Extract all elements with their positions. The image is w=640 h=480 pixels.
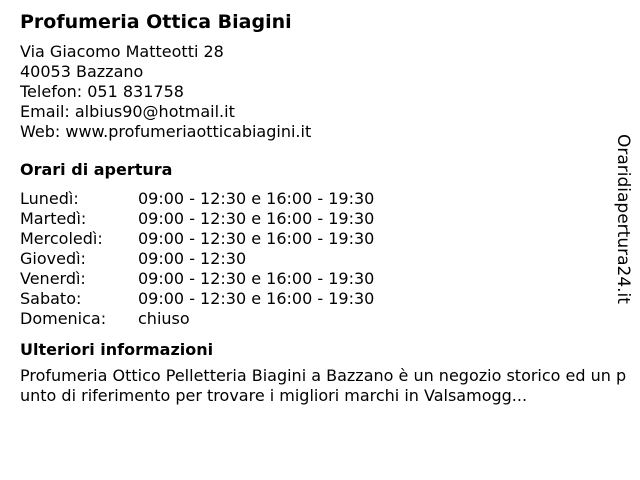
day-label: Martedì: <box>20 209 87 228</box>
day-hours: 09:00 - 12:30 e 16:00 - 19:30 <box>138 229 375 248</box>
hours-row-martedi <box>20 209 620 229</box>
day-hours: 09:00 - 12:30 e 16:00 - 19:30 <box>138 189 375 208</box>
day-hours: chiuso <box>138 309 190 328</box>
info-heading: Ulteriori informazioni <box>20 340 214 359</box>
day-label: Sabato: <box>20 289 82 308</box>
day-label: Lunedì: <box>20 189 79 208</box>
day-label: Venerdì: <box>20 269 86 288</box>
day-hours: 09:00 - 12:30 e 16:00 - 19:30 <box>138 289 375 308</box>
hours-row-venerdi <box>20 269 620 289</box>
email-line: Email: albius90@hotmail.it <box>20 102 235 121</box>
info-description: Profumeria Ottico Pelletteria Biagini a Bazzano è un negozio storico ed un punto di riferimento per trovare i migliori marchi in Valsamogg... <box>20 366 627 405</box>
hours-row-mercoledi <box>20 229 620 249</box>
contact-block <box>20 42 620 142</box>
hours-row-sabato <box>20 289 620 309</box>
phone-line: Telefon: 051 831758 <box>20 82 184 101</box>
day-label: Mercoledì: <box>20 229 103 248</box>
hours-row-lunedi <box>20 189 620 209</box>
day-label: Domenica: <box>20 309 107 328</box>
address-street: Via Giacomo Matteotti 28 <box>20 42 224 61</box>
shop-name: Profumeria Ottica Biagini <box>20 11 292 33</box>
watermark-brand: Oraridiapertura24.it <box>613 134 633 304</box>
day-label: Giovedì: <box>20 249 86 268</box>
hours-row-domenica <box>20 309 620 329</box>
hours-heading: Orari di apertura <box>20 160 173 179</box>
day-hours: 09:00 - 12:30 e 16:00 - 19:30 <box>138 269 375 288</box>
address-city: 40053 Bazzano <box>20 62 144 81</box>
web-line: Web: www.profumeriaotticabiagini.it <box>20 122 312 141</box>
hours-table <box>20 189 620 329</box>
hours-row-giovedi <box>20 249 620 269</box>
day-hours: 09:00 - 12:30 <box>138 249 247 268</box>
day-hours: 09:00 - 12:30 e 16:00 - 19:30 <box>138 209 375 228</box>
